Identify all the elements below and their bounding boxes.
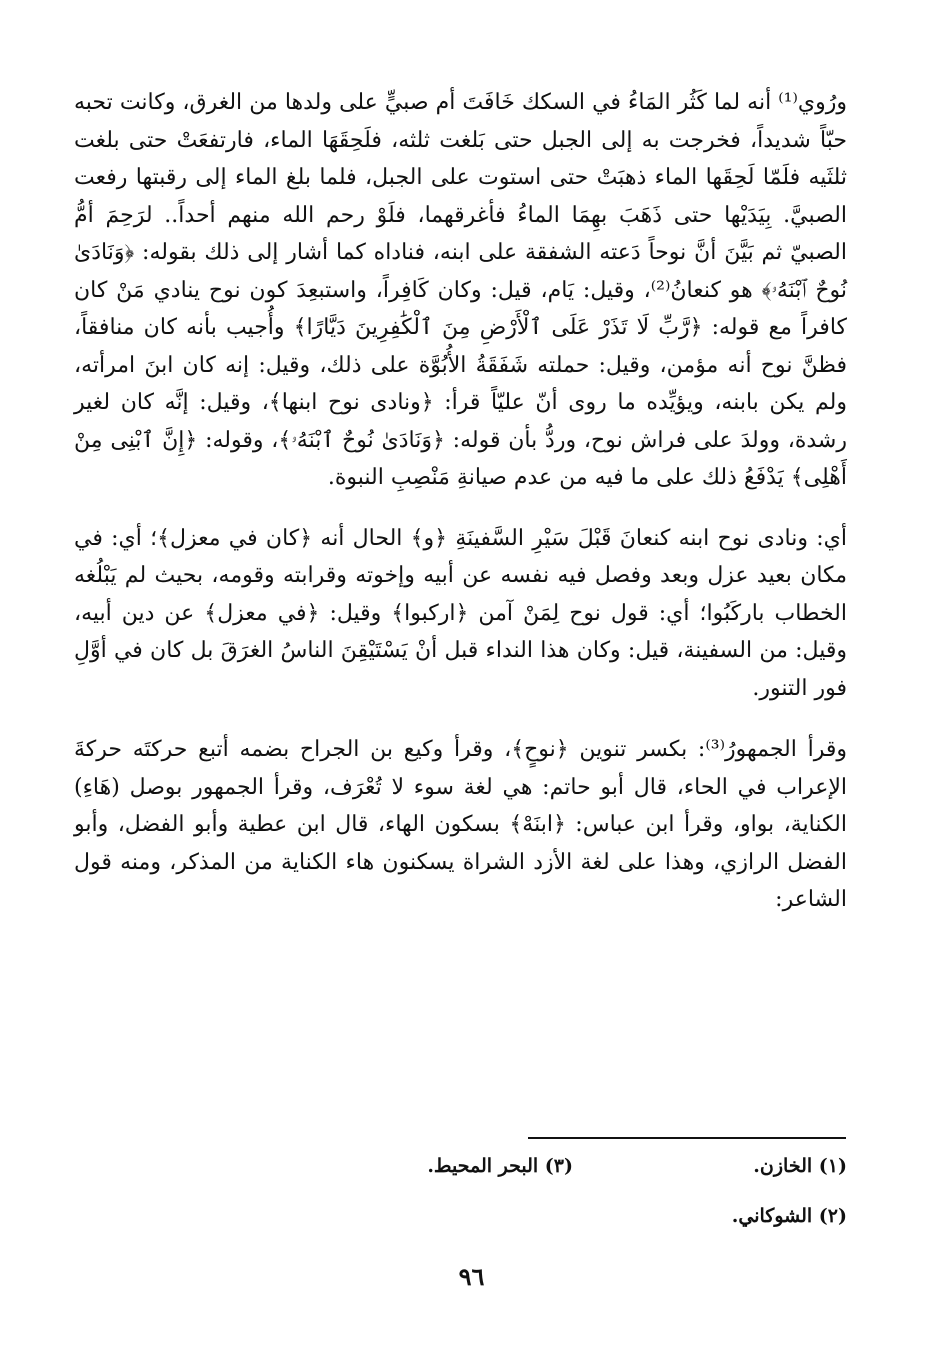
paragraph-3: وقرأ الجمهورُ⁽³⁾: بكسر تنوين ﴿نوحٍ﴾، وقرأ وكيع بن الجراح بضمه أتبع حركتَه حركةَ الإعراب في الحاء، قال أبو حاتم: هي لغة سوء لا تُعْرَف، وقرأ الجمهور بوصل (هَاءِ) الكناية، بواو، وقرأ ابن عباس: ﴿ابنَهْ﴾ بسكون الهاء، قال ابن عطية وأبو الفضل، وأبو الفضل الرازي، وهذا على لغة الأزد الشراة يسكنون هاء الكناية من المذكر، ومنه قول الشاعر: [74, 737, 847, 912]
paragraph-2: أي: ونادى نوح ابنه كنعانَ قَبْلَ سَيْرِ السَّفينَةِ ﴿و﴾ الحال أنه ﴿كان في معزل﴾؛ أي: في مكان بعيد عزل وبعد وفصل فيه نفسه عن أبيه وإخوته وقرابته وقومه، بحيث لم يَبْلُغه الخطاب باركَبُوا؛ أي: قول نوح لِمَنْ آمن ﴿اركبوا﴾ وقيل: ﴿في معزل﴾ عن دين أبيه، وقيل: من السفينة، قيل: وكان هذا النداء قبل أنْ يَسْتَيْقِنَ الناسُ الغرَقَ بل كان في أوَّلِ فور التنور. [74, 525, 847, 701]
footnote-divider [528, 1137, 846, 1139]
footnote-2: (٢) الشوكاني. [731, 1205, 847, 1227]
page-number: ٩٦ [458, 1262, 485, 1291]
footnote-1: (١) الخازن. [753, 1155, 847, 1177]
paragraph-1: ورُوي⁽¹⁾ أنه لما كَثُر المَاءُ في السكك خَافَتَ أم صبيٍّ على ولدها من الغرق، وكانت تحبه حبّاً شديداً، فخرجت به إلى الجبل حتى بَلغت ثلثه، فلَحِقَهَا الماء، فارتفعَتْ حتى بلغت ثلثَيه فلَمّا لَحِقَها الماء ذهبَتْ حتى استوت على الجبل، فلما بلغ الماء إلى رقبتها رفعت الصبيَّ. بِيَدَيْها حتى ذَهَبَ بهِمَا الماءُ فأغرقهما، فلَوْ رحم الله منهم أحداً.. لرَحِمَ أمُّ الصبيّ ثم بَيَّنَ أنَّ نوحاً دَعته الشفقة على ابنه، فناداه كما أشار إلى ذلك بقوله: ﴿وَنَادَىٰ نُوحٌ ٱبْنَهُۥ﴾ هو كنعانُ⁽²⁾، وقيل: يَام، قيل: وكان كَافِراً، واستبعِدَ كون نوح ينادي مَنْ كان كافراً مع قوله: ﴿رَّبِّ لَا تَذَرْ عَلَى ٱلْأَرْضِ مِنَ ٱلْكَٰفِرِينَ دَيَّارًا﴾ وأُجيب بأنه كان منافقاً، فظنَّ نوح أنه مؤمن، وقيل: حملته شَفَقَةُ الأُبُوَّة على ذلك، وقيل: إنه كان ابنَ امرأته، ولم يكن بابنه، ويؤيِّده ما روى أنّ عليّاً قرأ: ﴿ونادى نوح ابنها﴾، وقيل: إنَّه كان لغير رشدة، وولدَ على فراش نوح، وردُّ بأن قوله: ﴿وَنَادَىٰ نُوحٌ ٱبْنَهُۥ﴾، وقوله: ﴿إِنَّ ٱبْنِى مِنْ أَهْلِى﴾ يَدْفَعُ ذلك على ما فيه من عدم صيانةِ مَنْصِبِ النبوة. [74, 90, 848, 490]
footnote-3: (٣) البحر المحيط. [427, 1155, 573, 1177]
